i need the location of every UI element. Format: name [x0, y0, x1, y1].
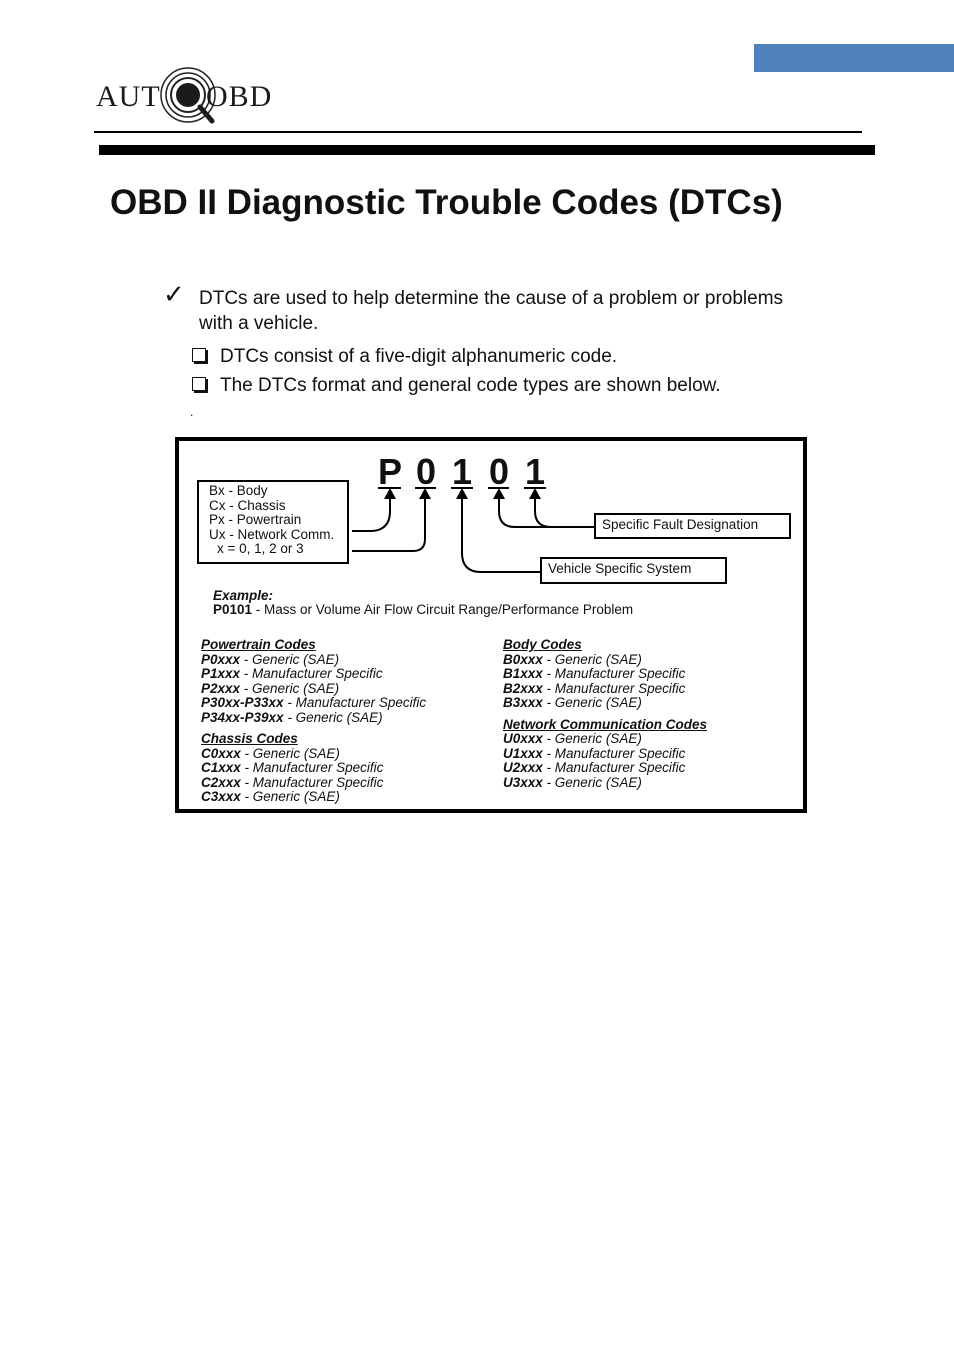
code-row — [503, 747, 707, 762]
connector-fault-1 — [499, 495, 594, 527]
code-id: P30xx-P33xx — [201, 695, 284, 710]
code-row — [201, 761, 426, 776]
code-desc: - Manufacturer Specific — [542, 760, 686, 775]
group-heading: Chassis Codes — [201, 731, 298, 746]
code-char: P — [378, 451, 403, 492]
code-row — [201, 667, 426, 682]
sub-bullet-text: The DTCs format and general code types are shown below. — [220, 375, 721, 396]
left-code-column — [201, 637, 426, 805]
example-code: P0101 — [213, 602, 253, 617]
code-id: P0xxx — [201, 651, 241, 667]
code-id: B1xxx — [503, 666, 543, 681]
type-line: Ux - Network Comm. — [209, 526, 335, 542]
type-line: Cx - Chassis — [209, 497, 286, 513]
code-id: P2xxx — [201, 680, 241, 696]
example-block — [213, 589, 633, 617]
example-desc: - Mass or Volume Air Flow Circuit Range/Performance Problem — [252, 602, 634, 617]
code-row — [201, 696, 426, 711]
connector-fault-2 — [535, 495, 594, 527]
example-line — [213, 603, 633, 617]
code-id: P1xxx — [201, 666, 241, 681]
code-id: B0xxx — [503, 651, 543, 667]
code-id: U3xxx — [503, 774, 543, 790]
type-line: Px - Powertrain — [209, 512, 302, 527]
header-rule-thick — [99, 145, 875, 155]
code-desc: - Generic (SAE) — [240, 680, 340, 696]
sub-bullet — [192, 373, 721, 398]
code-desc: - Manufacturer Specific — [240, 666, 383, 681]
code-id: B3xxx — [503, 695, 543, 710]
code-type-box — [197, 480, 349, 564]
sub-bullet — [192, 344, 617, 369]
code-char: 0 — [489, 451, 510, 492]
header-rule-thin — [94, 131, 862, 133]
code-desc: - Generic (SAE) — [240, 789, 340, 804]
code-desc: - Generic (SAE) — [542, 651, 642, 667]
code-row — [503, 732, 707, 747]
logo-text-left: AUT — [96, 80, 161, 113]
code-row — [201, 682, 426, 697]
code-desc: - Manufacturer Specific — [542, 666, 686, 681]
code-desc: - Manufacturer Specific — [283, 695, 427, 710]
dtc-format-diagram — [175, 437, 807, 813]
sub-bullet-text: DTCs consist of a five-digit alphanumeric code. — [220, 346, 618, 367]
code-id: U1xxx — [503, 745, 543, 761]
right-code-column — [503, 637, 707, 790]
code-row — [201, 747, 426, 762]
code-row — [503, 653, 707, 668]
code-id: C1xxx — [201, 760, 241, 775]
vehicle-system-label: Vehicle Specific System — [540, 557, 727, 584]
code-desc: - Generic (SAE) — [283, 709, 383, 725]
code-char: 1 — [525, 451, 546, 492]
code-desc: - Manufacturer Specific — [240, 774, 384, 790]
group-heading: Body Codes — [503, 637, 582, 652]
code-row — [503, 761, 707, 776]
type-line: x = 0, 1, 2 or 3 — [217, 541, 304, 556]
code-desc: - Manufacturer Specific — [240, 760, 384, 775]
code-desc: - Generic (SAE) — [542, 695, 642, 710]
connector-system — [462, 495, 540, 572]
code-desc: - Generic (SAE) — [542, 774, 642, 790]
code-id: C3xxx — [201, 789, 241, 804]
code-desc: - Generic (SAE) — [240, 745, 340, 761]
example-title: Example: — [213, 588, 274, 603]
logo-text-right: OBD — [206, 80, 273, 113]
code-id: U0xxx — [503, 731, 543, 746]
code-desc: - Generic (SAE) — [542, 731, 642, 746]
code-row — [201, 653, 426, 668]
type-line: Bx - Body — [209, 483, 268, 498]
checkbox-bullet-icon — [192, 348, 206, 362]
code-row — [503, 776, 707, 791]
autoobd-logo — [96, 62, 296, 132]
code-desc: - Manufacturer Specific — [542, 680, 686, 696]
code-desc: - Manufacturer Specific — [542, 745, 686, 761]
group-heading: Powertrain Codes — [201, 637, 316, 652]
connector-type — [352, 495, 390, 531]
fault-designation-label: Specific Fault Designation — [594, 513, 791, 539]
code-id: P34xx-P39xx — [201, 709, 284, 725]
code-id: C0xxx — [201, 745, 241, 761]
code-desc: - Generic (SAE) — [240, 651, 340, 667]
checkbox-bullet-icon — [192, 377, 206, 391]
connector-type-2 — [352, 495, 425, 551]
code-id: U2xxx — [503, 760, 543, 775]
code-char: 1 — [452, 451, 473, 492]
code-row — [503, 696, 707, 711]
code-char: 0 — [416, 451, 437, 492]
code-row — [503, 667, 707, 682]
stray-dot: . — [190, 405, 194, 419]
code-id: B2xxx — [503, 680, 543, 696]
checkmark-icon: ✓ — [163, 280, 185, 310]
code-id: C2xxx — [201, 774, 241, 790]
group-heading: Network Communication Codes — [503, 716, 708, 732]
code-row — [503, 682, 707, 697]
bullet-main-text: DTCs are used to help determine the cause of a problem or problems with a vehicle. — [199, 288, 784, 334]
code-row — [201, 711, 426, 726]
header-accent-bar — [754, 44, 954, 72]
code-row — [201, 776, 426, 791]
page-title: OBD II Diagnostic Trouble Codes (DTCs) — [110, 183, 783, 222]
code-row — [201, 790, 426, 805]
